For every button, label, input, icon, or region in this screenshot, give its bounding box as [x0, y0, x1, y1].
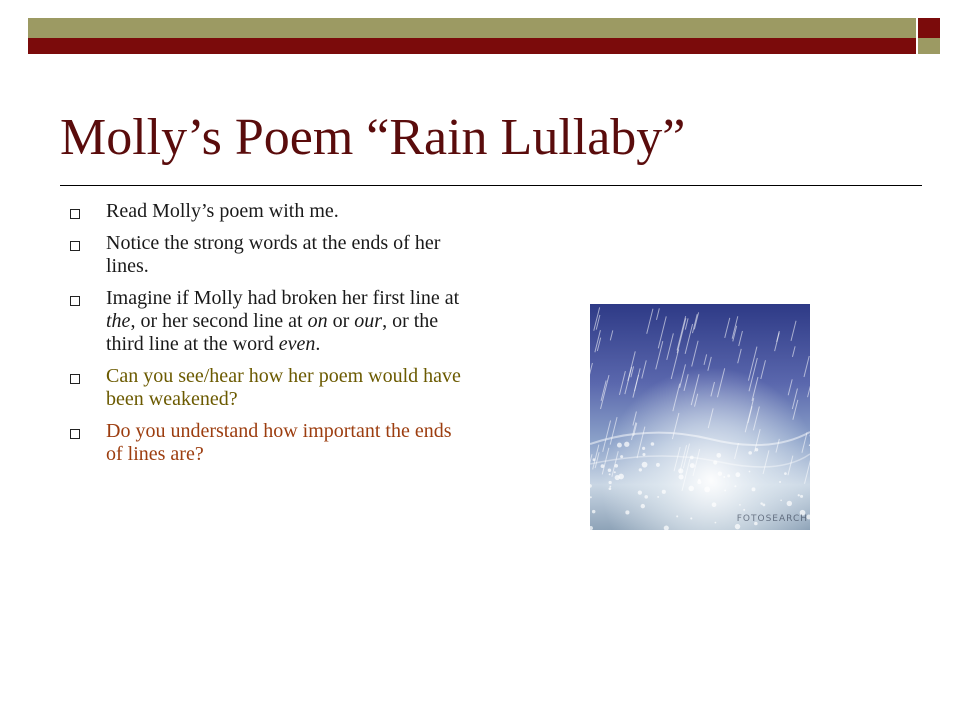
bullet-item: [70, 200, 470, 223]
rain-photo: [590, 304, 810, 530]
maroon-band: [28, 38, 916, 54]
square-bullet-icon: [70, 296, 80, 306]
bullet-text-italic: our: [354, 310, 383, 332]
bullet-text: Notice the strong words at the ends of her lines.: [106, 232, 441, 277]
bullet-text-italic: the: [106, 310, 131, 332]
bullet-text: or: [327, 310, 355, 332]
bullet-item: [70, 287, 470, 356]
bullet-text: .: [315, 333, 321, 355]
bullet-text: , or the third line at the word: [106, 310, 439, 355]
bullet-text: Do you understand how important the ends of lines are?: [106, 420, 452, 465]
bullet-item: [70, 420, 470, 466]
bullet-text: Imagine if Molly had broken her first line at: [106, 287, 460, 309]
bullet-item: [70, 232, 470, 278]
bullet-text-italic: on: [307, 310, 328, 332]
corner-square-olive: [918, 38, 940, 54]
slide-title: Molly’s Poem “Rain Lullaby”: [60, 109, 686, 166]
olive-band: [28, 18, 916, 38]
bullet-item: [70, 365, 470, 411]
title-divider: [60, 185, 922, 186]
bullet-text: Read Molly’s poem with me.: [106, 200, 339, 222]
square-bullet-icon: [70, 209, 80, 219]
bullet-text: , or her second line at: [130, 310, 308, 332]
square-bullet-icon: [70, 241, 80, 251]
bullet-text: Can you see/hear how her poem would have been weakened?: [106, 365, 461, 410]
bullet-text-italic: even: [278, 333, 316, 355]
corner-square-maroon: [918, 18, 940, 38]
square-bullet-icon: [70, 374, 80, 384]
photo-watermark: FOTOSEARCH: [736, 514, 808, 524]
bullet-list: [70, 200, 470, 475]
square-bullet-icon: [70, 429, 80, 439]
rain-water-image: [590, 304, 810, 530]
top-decorative-bar: [0, 0, 960, 60]
